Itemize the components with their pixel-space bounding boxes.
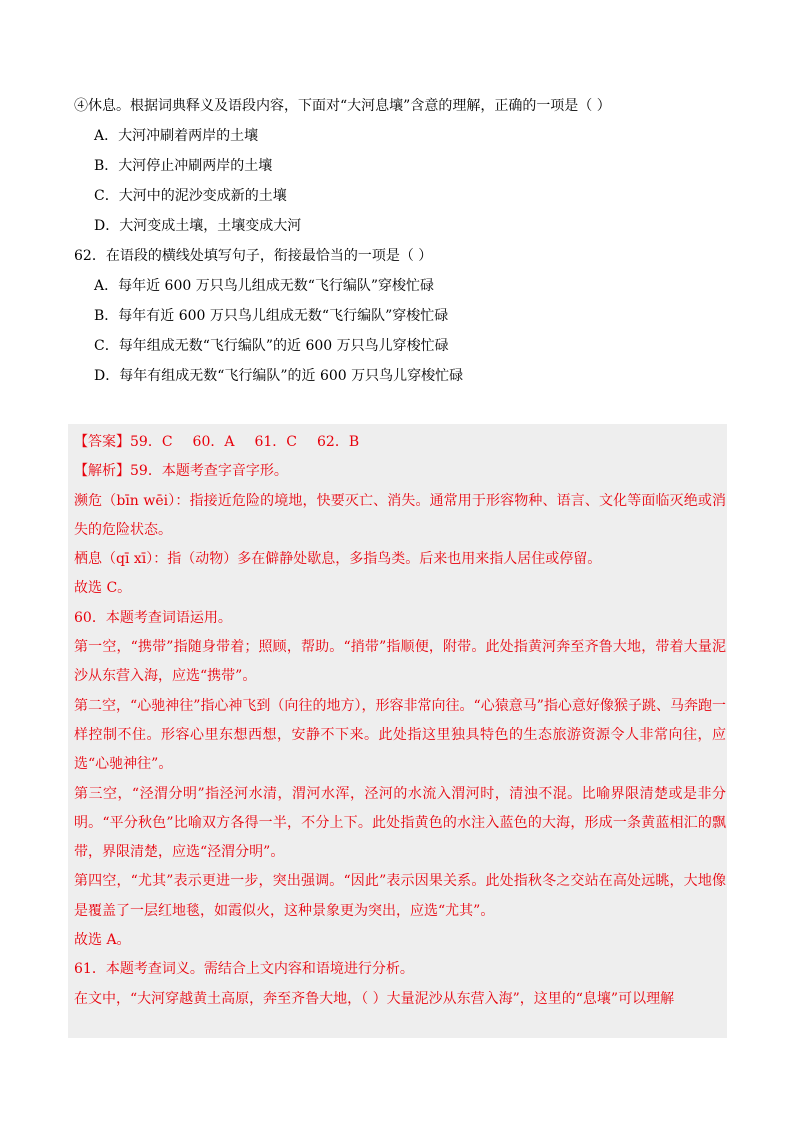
questions-section <box>74 96 734 396</box>
q61-option-c: C．大河中的泥沙变成新的土壤 <box>94 188 287 204</box>
q60-paragraph-2: 第二空，“心驰神往”指心神飞到（向往的地方），形容非常向往。“心猿意马”指心意好像猴子跳、马奔跑一样控制不住。形容心里东想西想，安静不下来。此处指这里独具特色的生态旅游资源令人非常向往，应选“心驰神往”。 <box>74 697 726 773</box>
q61-option-b: B．大河停止冲刷两岸的土壤 <box>94 158 273 174</box>
q61-option-a: A．大河冲刷着两岸的土壤 <box>94 128 259 144</box>
answer-62: 62．B <box>317 434 360 450</box>
q62-option-a: A．每年近 600 万只鸟儿组成无数“飞行编队”穿梭忙碌 <box>94 278 435 294</box>
answer-61: 61．C <box>254 434 297 450</box>
q60-paragraph-4: 第四空，“尤其”表示更进一步，突出强调。“因此”表示因果关系。此处指秋冬之交站在高处远眺，大地像是覆盖了一层红地毯，如霞似火，这种景象更为突出，应选“尤其”。 <box>74 873 726 919</box>
answer-60: 60．A <box>192 434 235 450</box>
answer-analysis-section <box>74 428 726 1014</box>
q60-paragraph-1: 第一空，“携带”指随身带着；照顾，帮助。“捎带”指顺便，附带。此处指黄河奔至齐鲁大地，带着大量泥沙从东营入海，应选“携带”。 <box>74 639 726 685</box>
q60-paragraph-3: 第三空，“泾渭分明”指泾河水清，渭河水浑，泾河的水流入渭河时，清浊不混。比喻界限清楚或是非分明。“平分秋色”比喻双方各得一半，不分上下。此处指黄色的水注入蓝色的大海，形成一条黄蓝相汇的飘带，界限清楚，应选“泾渭分明”。 <box>74 785 726 861</box>
q59-choice: 故选 C。 <box>74 580 132 597</box>
analysis-line <box>74 457 726 486</box>
q62-option-c: C．每年组成无数“飞行编队”的近 600 万只鸟儿穿梭忙碌 <box>94 338 449 354</box>
q59-intro: 59．本题考查字音字形。 <box>130 463 288 480</box>
q61-intro: 61．本题考查词义。需结合上文内容和语境进行分析。 <box>74 961 414 978</box>
q60-choice: 故选 A。 <box>74 932 131 949</box>
q61-paragraph-1: 在文中，“大河穿越黄土高原，奔至齐鲁大地，（ ）大量泥沙从东营入海”，这里的“息壤”可以理解 <box>74 990 675 1007</box>
q59-paragraph-2: 栖息（qī xī）：指（动物）多在僻静处歇息，多指鸟类。后来也用来指人居住或停留。 <box>74 551 602 568</box>
answer-59: 59．C <box>130 434 173 450</box>
q61-option-d: D．大河变成土壤，土壤变成大河 <box>94 218 302 234</box>
q62-option-d: D．每年有组成无数“飞行编队”的近 600 万只鸟儿穿梭忙碌 <box>94 368 464 384</box>
answer-line <box>74 428 726 457</box>
q62-option-b: B．每年有近 600 万只鸟儿组成无数“飞行编队”穿梭忙碌 <box>94 308 449 324</box>
answer-label: 【答案】 <box>74 434 130 450</box>
q59-paragraph-1: 濒危（bīn wēi）：指接近危险的境地，快要灭亡、消失。通常用于形容物种、语言、文化等面临灭绝或消失的危险状态。 <box>74 492 726 538</box>
q62-stem: 62．在语段的横线处填写句子，衔接最恰当的一项是（ ） <box>74 248 433 264</box>
analysis-label: 【解析】 <box>74 463 130 480</box>
q60-intro: 60．本题考查词语运用。 <box>74 609 232 626</box>
q61-stem: ④休息。根据词典释义及语段内容，下面对“大河息壤”含意的理解，正确的一项是（ ） <box>74 98 611 114</box>
